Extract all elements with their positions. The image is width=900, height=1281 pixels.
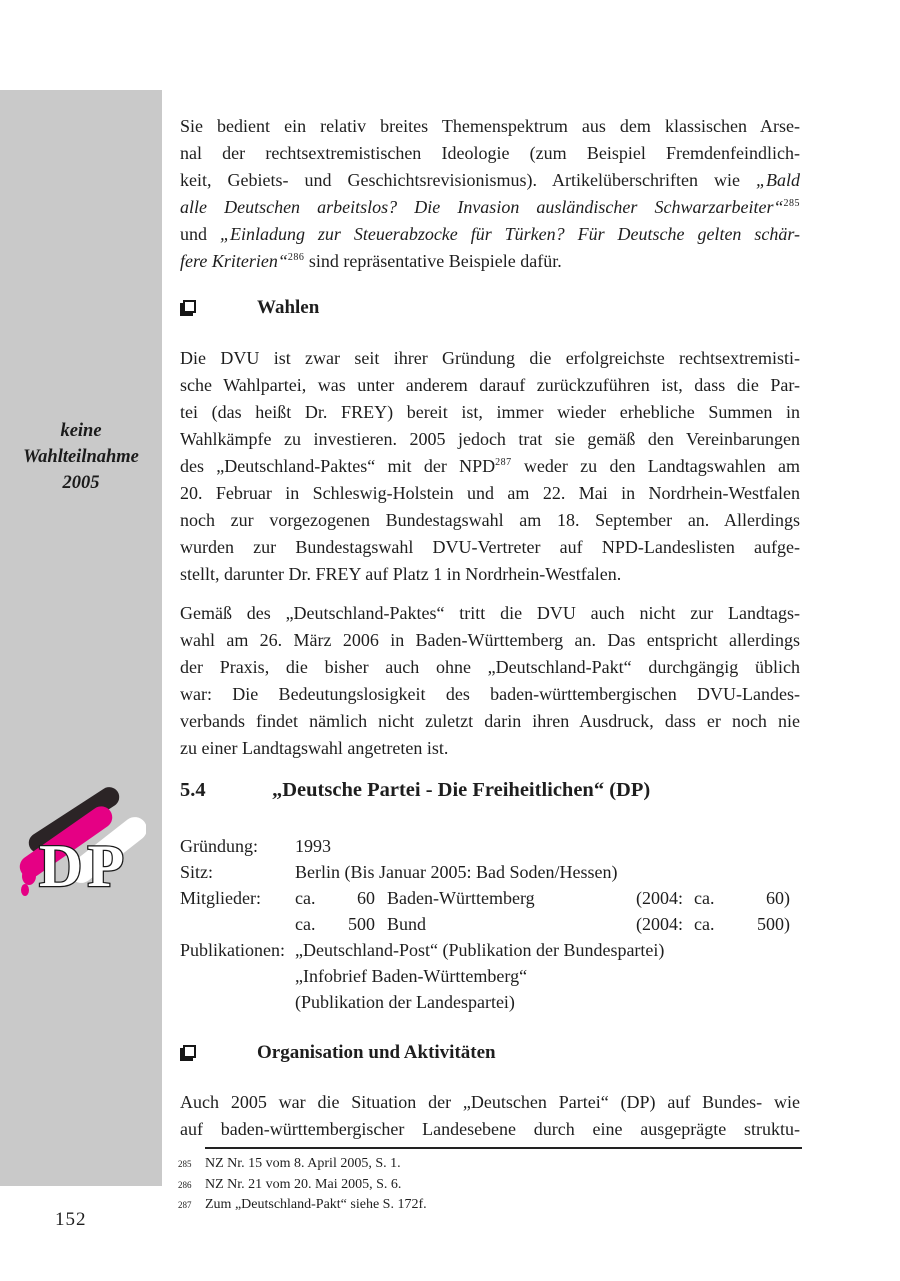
text-line: nal der rechtsextremistischen Ideologie (zum Beispiel Fremdenfeindlich- [180,143,800,163]
margin-note [0,418,162,496]
publication-line: „Infobrief Baden-Württemberg“ [295,966,528,986]
text-line: keit, Gebiets- und Geschichtsrevisionismus). Artikelüberschriften wie „Bald [180,170,800,190]
text-line: der Praxis, die bisher auch ohne „Deutschland-Pakt“ durchgängig üblich [180,657,800,677]
text-line: Die DVU ist zwar seit ihrer Gründung die erfolgreichste rechtsextremisti- [180,348,800,368]
members-compare-ca: ca. [694,914,715,934]
publication-line: (Publikation der Landespartei) [295,992,515,1012]
text-line: sche Wahlpartei, was unter anderem darauf zurückzuführen ist, dass die Par- [180,375,800,395]
footnote-block [178,1147,804,1216]
footnote-text: NZ Nr. 15 vom 8. April 2005, S. 1. [205,1156,401,1171]
fact-label [180,911,295,937]
paragraph-deutschland-pakt [180,600,800,762]
fact-value: 1993 [295,836,331,856]
footnote-text: Zum „Deutschland-Pakt“ siehe S. 172f. [205,1197,427,1212]
members-compare-ca: ca. [694,888,715,908]
dp-logo-graphic [16,780,146,900]
members-scope: Bund [387,914,427,934]
members-ca: ca. [295,914,316,934]
fact-label: Mitglieder: [180,888,261,908]
footnote [178,1195,804,1216]
sidebar-band [0,90,162,1186]
paragraph-dp-situation [180,1089,800,1143]
fact-row-publikationen [180,937,800,963]
text-line: stellt, darunter Dr. FREY auf Platz 1 in Nordrhein-Westfalen. [180,564,622,584]
members-count: 60 [357,888,375,908]
fact-row-gruendung [180,833,800,859]
members-compare-year: (2004: [636,888,683,908]
text-line: noch zur vorgezogenen Bundestagswahl am 18. September an. Allerdings [180,510,800,530]
footnote-separator-rule [205,1147,802,1149]
section-number: 5.4 [180,779,206,801]
footnote-marker: 285 [178,1159,192,1169]
text-line: war: Die Bedeutungslosigkeit des baden-württembergischen DVU-Landes- [180,684,800,704]
text-line: zu einer Landtagswahl angetreten ist. [180,738,449,758]
checkbox-bullet-icon [183,300,196,313]
fact-label: Sitz: [180,862,214,882]
paragraph-dvu-themes [180,113,800,275]
publication-line: „Deutschland-Post“ (Publikation der Bundespartei) [295,940,665,960]
members-ca: ca. [295,888,316,908]
page-number: 152 [55,1209,87,1230]
text-line: wahl am 26. März 2006 in Baden-Württemberg an. Das entspricht allerdings [180,630,800,650]
footnote [178,1154,804,1175]
subsection-heading-label: Wahlen [257,297,320,318]
text-line: Gemäß des „Deutschland-Paktes“ tritt die DVU auch nicht zur Landtags- [180,603,800,623]
text-line: und „Einladung zur Steuerabzocke für Türken? Für Deutsche gelten schär- [180,224,800,244]
members-compare-count: 60) [766,888,790,908]
fact-value: Berlin (Bis Januar 2005: Bad Soden/Hessen) [295,862,618,882]
text-line: verbands findet nämlich nicht zuletzt darin ihren Ausdruck, dass er noch nie [180,711,800,731]
text-line: des „Deutschland-Paktes“ mit der NPD$^{287}$ weder zu den Landtagswahlen am [180,456,800,476]
fact-row-mitglieder-bund [180,911,790,937]
logo-paint-drip [22,867,36,885]
text-line: tei (das heißt Dr. FREY) bereit ist, immer wieder erhebliche Summen in [180,402,800,422]
text-line: wurden zur Bundestagswahl DVU-Vertreter auf NPD-Landeslisten aufge- [180,537,800,557]
footnote-marker: 286 [178,1179,192,1190]
footnote [178,1175,804,1196]
subsection-heading-label: Organisation und Aktivitäten [257,1042,496,1063]
subsection-heading-wahlen [180,294,800,322]
logo-paint-drip [21,884,29,896]
fact-label: Publikationen: [180,940,285,960]
text-line: 20. Februar in Schleswig-Holstein und am 22. Mai in Nordrhein-Westfalen [180,483,800,503]
main-text-column [180,113,800,1143]
paragraph-dvu-elections [180,345,800,588]
margin-note-line: 2005 [62,473,100,493]
margin-note-line: Wahlteilnahme [23,447,139,467]
fact-row-mitglieder-bw [180,885,790,911]
section-heading-5-4 [180,779,800,808]
members-count: 500 [348,914,375,934]
members-compare-count: 500) [757,914,790,934]
checkbox-bullet-icon [183,1045,196,1058]
footnote-text: NZ Nr. 21 vom 20. Mai 2005, S. 6. [205,1176,402,1192]
section-title: „Deutsche Partei - Die Freiheitlichen“ (DP) [272,779,651,801]
dp-party-logo [16,780,146,900]
text-line: fere Kriterien“$^{286}$ sind repräsentative Beispiele dafür. [180,251,562,271]
members-scope: Baden-Württemberg [387,888,535,908]
text-line: alle Deutschen arbeitslos? Die Invasion ausländischer Schwarzarbeiter“$^{285}$ [180,197,800,217]
members-compare-year: (2004: [636,914,683,934]
logo-letters: DP [39,833,129,899]
text-line: Auch 2005 war die Situation der „Deutschen Partei“ (DP) auf Bundes- wie [180,1092,800,1112]
party-fact-list [180,833,800,1015]
text-line: auf baden-württembergischer Landesebene durch eine ausgeprägte struktu- [180,1119,800,1139]
fact-row-sitz [180,859,800,885]
fact-label: Gründung: [180,836,258,856]
subsection-heading-organisation [180,1039,800,1067]
footnote-marker: 287 [178,1200,192,1210]
text-line: Wahlkämpfe zu investieren. 2005 jedoch trat sie gemäß den Vereinbarungen [180,429,800,449]
text-line: Sie bedient ein relativ breites Themenspektrum aus dem klassischen Arse- [180,116,800,136]
margin-note-line: keine [60,421,102,441]
